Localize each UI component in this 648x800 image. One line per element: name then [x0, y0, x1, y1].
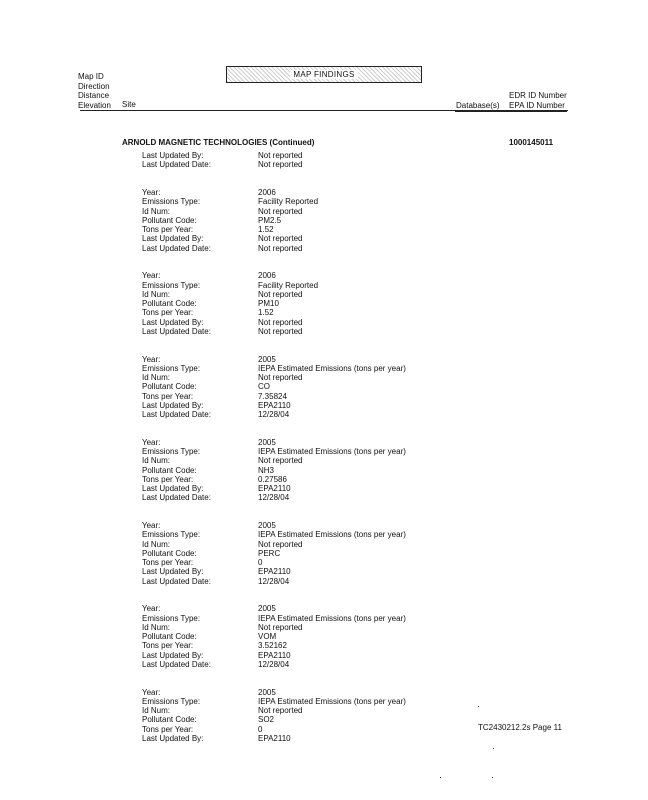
field-label: Last Updated Date:: [142, 410, 211, 419]
field-row: [142, 392, 562, 401]
field-row: [142, 660, 562, 669]
field-value: IEPA Estimated Emissions (tons per year): [258, 447, 406, 456]
field-value: EPA2110: [258, 484, 291, 493]
field-row: [142, 734, 562, 743]
facility-name: ARNOLD MAGNETIC TECHNOLOGIES (Continued): [122, 138, 315, 147]
emission-record: [142, 271, 562, 336]
emission-record: [142, 188, 562, 253]
field-value: Not reported: [258, 622, 303, 632]
field-label: Last Updated Date:: [142, 576, 211, 586]
field-label: Last Updated By:: [142, 567, 204, 577]
field-value: NH3: [258, 465, 275, 475]
field-value: IEPA Estimated Emissions (tons per year): [258, 613, 406, 623]
field-value: VOM: [258, 632, 277, 641]
field-label: Year:: [142, 521, 161, 530]
field-row: [142, 188, 562, 197]
field-row: [142, 651, 562, 660]
field-label: Emissions Type:: [142, 363, 201, 373]
field-label: Year:: [142, 271, 161, 281]
field-value: IEPA Estimated Emissions (tons per year): [258, 363, 406, 373]
field-label: Year:: [142, 687, 161, 697]
field-label: Last Updated By:: [142, 151, 204, 160]
field-row: [142, 697, 562, 706]
field-value: Not reported: [258, 706, 303, 715]
field-row: [142, 327, 562, 336]
field-row: [142, 355, 562, 364]
scan-speck: [492, 777, 493, 778]
page-title-box: [226, 66, 422, 83]
record-spacer: [142, 586, 562, 605]
field-label: Emissions Type:: [142, 696, 201, 706]
header-rule-thick: [455, 110, 567, 112]
field-row: [142, 410, 562, 419]
field-row: [142, 382, 562, 391]
field-row: [142, 521, 562, 530]
record-spacer: [142, 336, 562, 355]
field-value: 0: [258, 558, 263, 567]
emission-record: [142, 355, 562, 420]
field-value: Not reported: [258, 160, 303, 170]
field-value: 12/28/04: [258, 576, 290, 586]
field-value: Not reported: [258, 456, 303, 466]
field-label: Pollutant Code:: [142, 715, 197, 725]
record-spacer: [142, 253, 562, 272]
field-label: Id Num:: [142, 706, 171, 715]
field-row: [142, 549, 562, 558]
field-value: 2005: [258, 521, 276, 530]
field-label: Tons per Year:: [142, 724, 194, 734]
field-label: Emissions Type:: [142, 613, 201, 623]
emission-record: [142, 521, 562, 586]
field-label: Year:: [142, 188, 161, 197]
field-row: [142, 466, 562, 475]
footer-page-info: TC2430212.2s Page 11: [478, 723, 562, 732]
header-left-labels: [78, 72, 111, 110]
page-title: MAP FINDINGS: [290, 70, 357, 79]
field-row: [142, 281, 562, 290]
field-row: [142, 484, 562, 493]
direction-label: Direction: [78, 81, 110, 91]
field-value: EPA2110: [258, 567, 291, 577]
field-label: Pollutant Code:: [142, 299, 197, 308]
epa-id-label: EPA ID Number: [509, 100, 565, 110]
field-row: [142, 234, 562, 243]
field-row: [142, 456, 562, 465]
field-label: Tons per Year:: [142, 641, 194, 651]
field-value: EPA2110: [258, 650, 291, 660]
field-row: [142, 225, 562, 234]
field-row: [142, 493, 562, 502]
field-label: Last Updated Date:: [142, 160, 211, 170]
field-label: Tons per Year:: [142, 474, 194, 484]
field-row: [142, 623, 562, 632]
field-value: 12/28/04: [258, 410, 290, 419]
field-value: 12/28/04: [258, 659, 290, 669]
field-label: Last Updated Date:: [142, 659, 211, 669]
field-value: 12/28/04: [258, 493, 290, 503]
field-value: Not reported: [258, 151, 303, 160]
field-label: Last Updated By:: [142, 400, 204, 410]
field-row: [142, 614, 562, 623]
field-value: PERC: [258, 548, 281, 558]
field-row: [142, 641, 562, 650]
field-row: [142, 540, 562, 549]
field-label: Last Updated By:: [142, 234, 204, 244]
field-value: Not reported: [258, 539, 303, 549]
field-row: [142, 567, 562, 576]
field-row: [142, 438, 562, 447]
scan-speck: [493, 748, 494, 749]
field-row: [142, 706, 562, 715]
header-right-labels: [509, 91, 567, 110]
field-value: 7.35824: [258, 391, 287, 401]
field-value: 2005: [258, 437, 276, 447]
field-value: 1.52: [258, 308, 274, 318]
field-value: Facility Reported: [258, 280, 319, 290]
field-label: Tons per Year:: [142, 225, 194, 234]
field-value: Not reported: [258, 289, 303, 299]
field-value: SO2: [258, 715, 275, 725]
field-label: Last Updated By:: [142, 484, 204, 493]
field-label: Id Num:: [142, 206, 171, 216]
field-value: Not reported: [258, 373, 303, 382]
field-label: Pollutant Code:: [142, 382, 197, 392]
field-label: Tons per Year:: [142, 391, 194, 401]
field-row: [142, 688, 562, 697]
field-value: 2006: [258, 188, 276, 197]
field-row: [142, 447, 562, 456]
field-label: Year:: [142, 437, 161, 447]
field-value: Not reported: [258, 234, 303, 244]
field-label: Id Num:: [142, 539, 171, 549]
edr-id-label: EDR ID Number: [509, 91, 567, 100]
field-row: [142, 318, 562, 327]
field-label: Tons per Year:: [142, 308, 194, 318]
field-label: Year:: [142, 354, 161, 364]
field-label: Pollutant Code:: [142, 465, 197, 475]
field-label: Last Updated Date:: [142, 493, 211, 503]
field-value: 2006: [258, 271, 276, 281]
field-row: [142, 207, 562, 216]
field-row: [142, 197, 562, 206]
distance-label: Distance: [78, 91, 110, 100]
emission-record: [142, 604, 562, 669]
field-value: CO: [258, 382, 270, 392]
field-row: [142, 475, 562, 484]
field-value: EPA2110: [258, 400, 291, 410]
field-row: [142, 604, 562, 613]
field-value: 2005: [258, 604, 276, 614]
field-row: [142, 151, 562, 160]
record-spacer: [142, 669, 562, 688]
field-label: Id Num:: [142, 289, 171, 299]
record-spacer: [142, 503, 562, 522]
emission-record: [142, 688, 562, 744]
site-label: Site: [122, 100, 136, 109]
facility-edr-id: 1000145011: [509, 138, 554, 147]
field-row: [142, 308, 562, 317]
field-row: [142, 160, 562, 169]
field-label: Emissions Type:: [142, 280, 201, 290]
field-label: Id Num:: [142, 622, 171, 632]
field-label: Last Updated By:: [142, 317, 204, 327]
field-label: Pollutant Code:: [142, 215, 197, 225]
field-value: PM2.5: [258, 215, 282, 225]
record-spacer: [142, 419, 562, 438]
field-label: Id Num:: [142, 373, 171, 382]
field-label: Pollutant Code:: [142, 548, 197, 558]
field-value: 2005: [258, 687, 276, 697]
field-value: PM10: [258, 299, 279, 308]
field-row: [142, 271, 562, 280]
field-row: [142, 216, 562, 225]
field-label: Last Updated By:: [142, 733, 204, 743]
emission-record: [142, 438, 562, 503]
field-value: 0.27586: [258, 474, 287, 484]
field-value: 1.52: [258, 225, 274, 234]
field-label: Emissions Type:: [142, 447, 201, 456]
field-row: [142, 364, 562, 373]
field-label: Emissions Type:: [142, 197, 201, 207]
database-label: Database(s): [456, 101, 500, 110]
field-label: Emissions Type:: [142, 530, 201, 540]
scan-speck: [440, 777, 441, 778]
field-value: 0: [258, 724, 263, 734]
field-label: Id Num:: [142, 456, 171, 466]
field-value: 3.52162: [258, 641, 287, 651]
field-value: IEPA Estimated Emissions (tons per year): [258, 530, 406, 540]
field-row: [142, 558, 562, 567]
field-value: Not reported: [258, 243, 303, 253]
field-value: Not reported: [258, 206, 303, 216]
field-row: [142, 577, 562, 586]
field-label: Last Updated Date:: [142, 326, 211, 336]
field-row: [142, 632, 562, 641]
field-row: [142, 290, 562, 299]
field-row: [142, 530, 562, 539]
field-value: Facility Reported: [258, 197, 319, 207]
field-row: [142, 373, 562, 382]
field-row: [142, 244, 562, 253]
elevation-label: Elevation: [78, 100, 111, 110]
scan-speck: [478, 706, 479, 707]
field-row: [142, 299, 562, 308]
field-value: IEPA Estimated Emissions (tons per year): [258, 696, 406, 706]
field-value: 2005: [258, 354, 276, 364]
field-value: Not reported: [258, 326, 303, 336]
field-label: Year:: [142, 604, 161, 614]
field-value: EPA2110: [258, 733, 291, 743]
field-label: Last Updated By:: [142, 650, 204, 660]
map-id-label: Map ID: [78, 72, 104, 81]
field-label: Pollutant Code:: [142, 632, 197, 641]
field-label: Tons per Year:: [142, 558, 194, 567]
emissions-records: [142, 151, 562, 743]
field-value: Not reported: [258, 317, 303, 327]
record-spacer: [142, 170, 562, 189]
field-label: Last Updated Date:: [142, 243, 211, 253]
field-row: [142, 401, 562, 410]
